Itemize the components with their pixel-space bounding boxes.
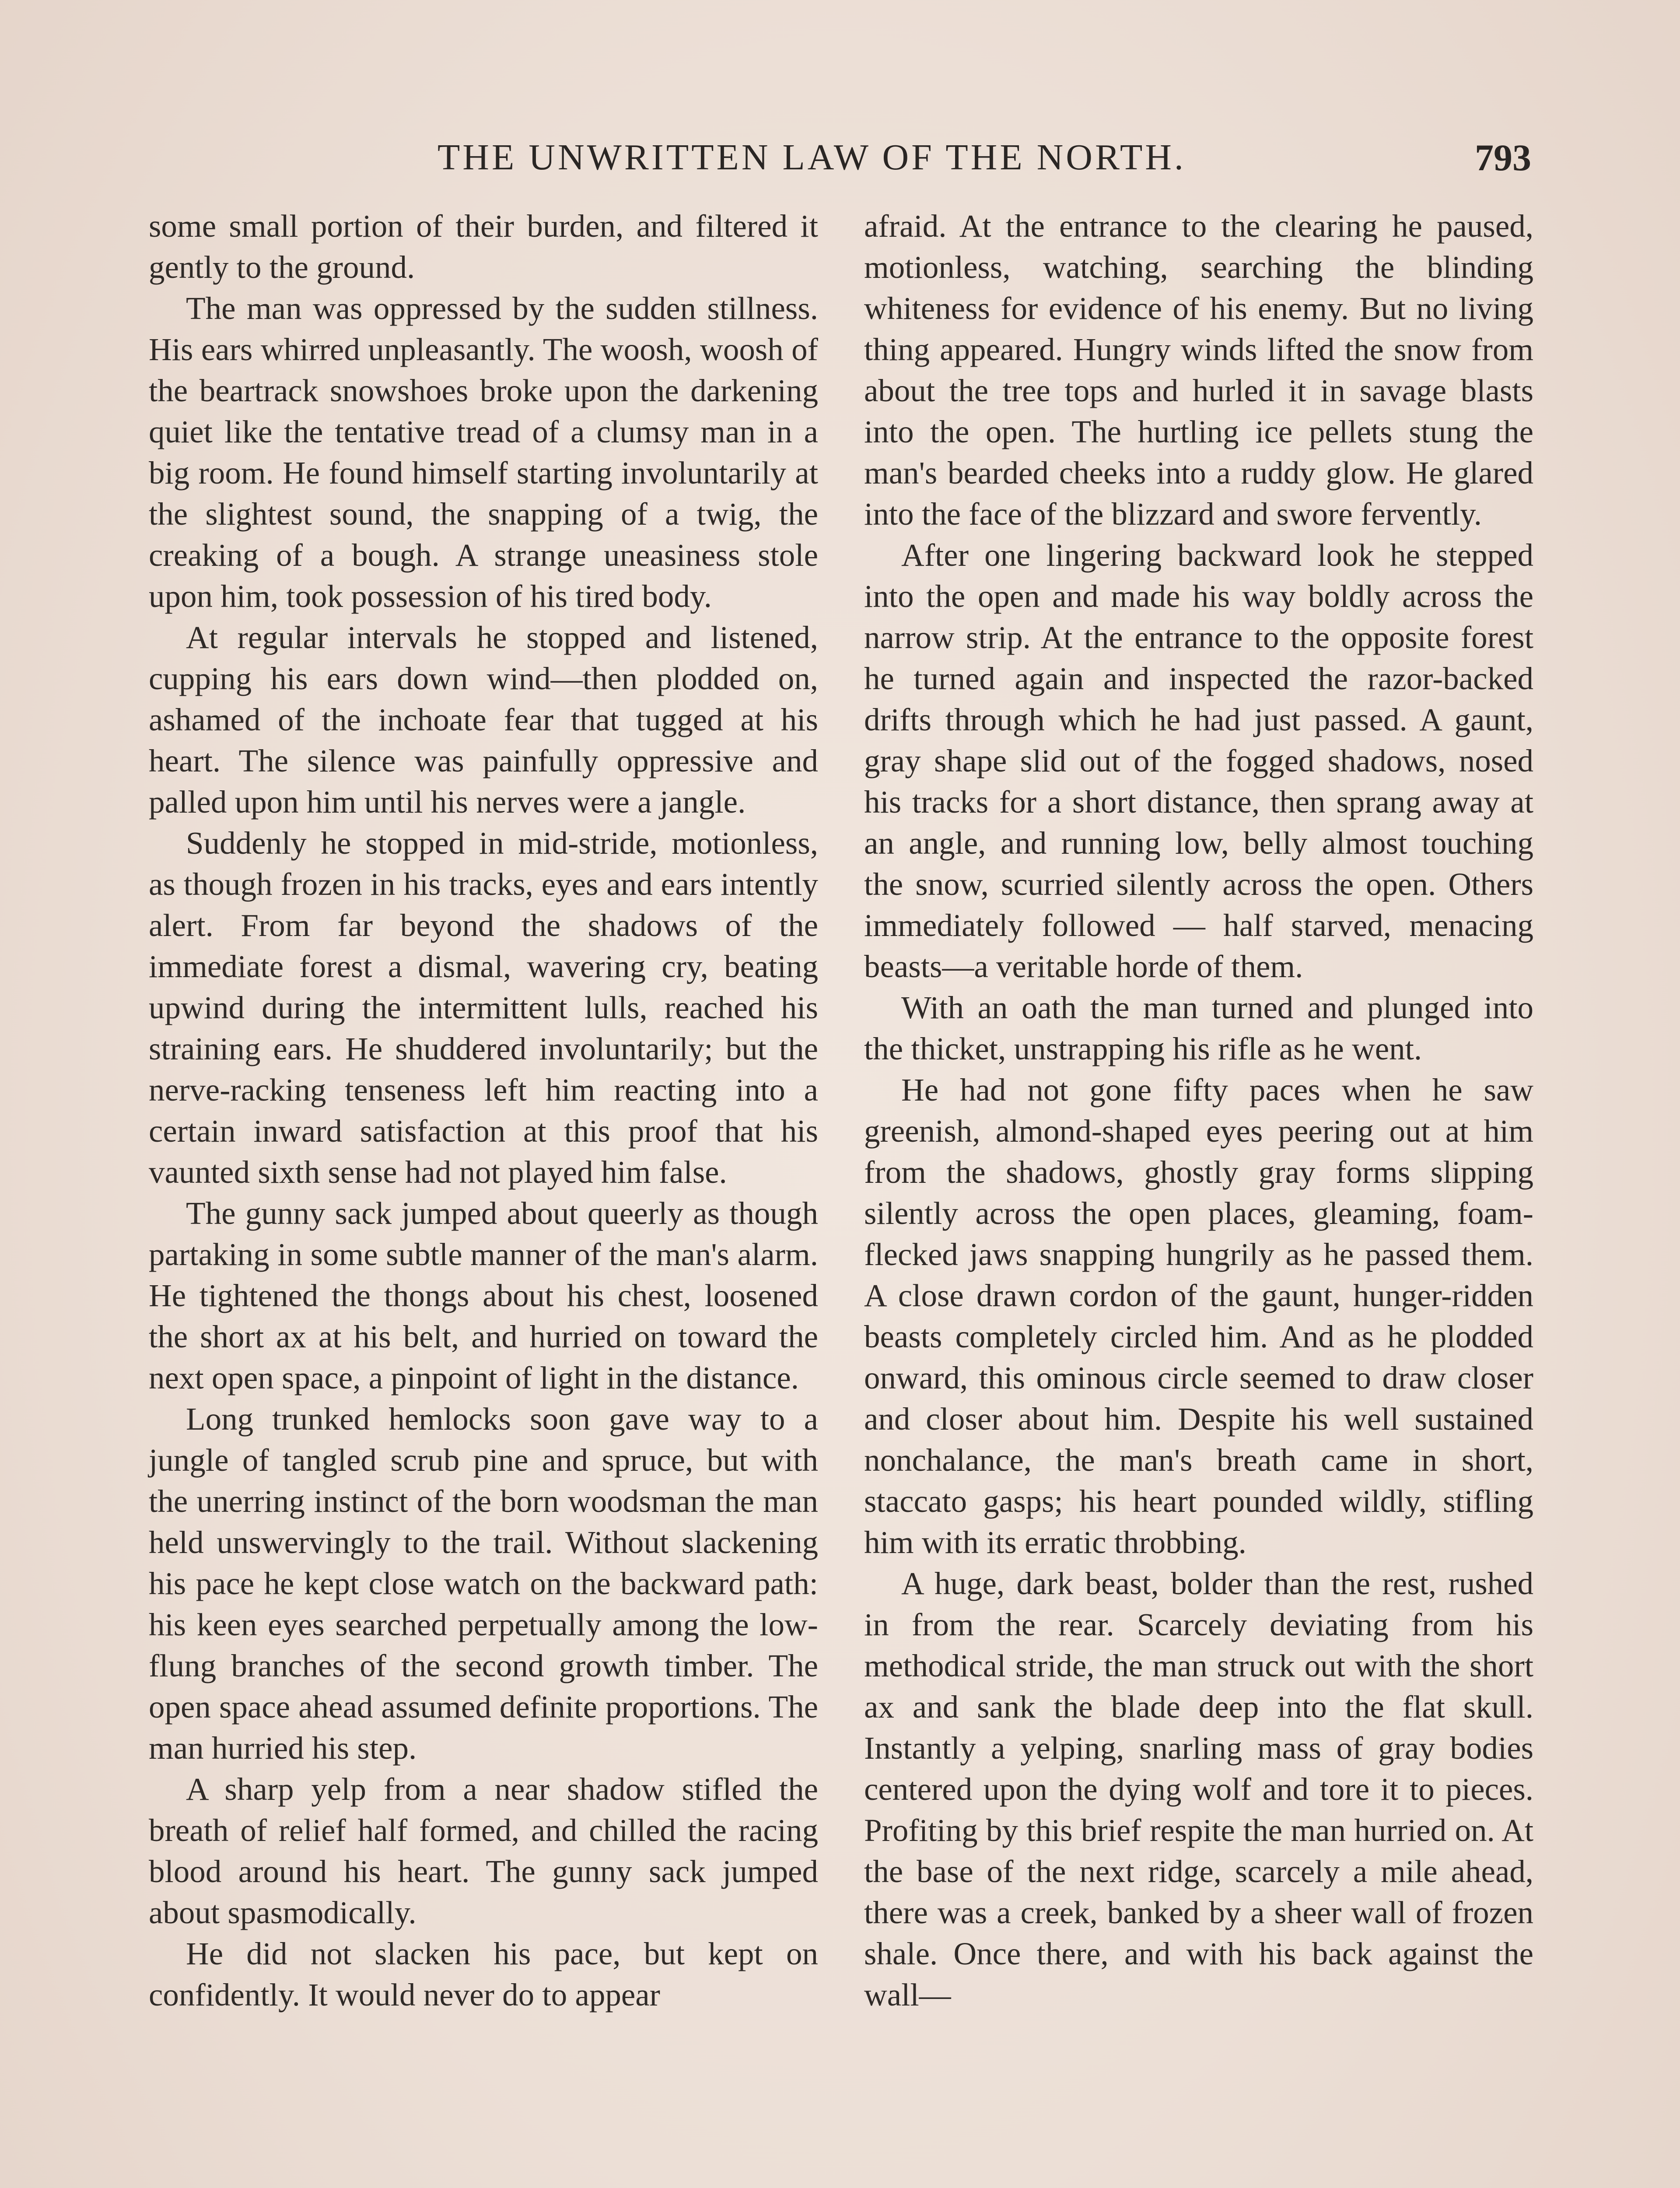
paragraph: After one lingering backward look he stepped into the open and made his way boldly across the narrow strip. At the entrance to the opposite forest he turned again and inspected the razor-backed drifts through which he had just passed. A gaunt, gray shape slid out of the fogged shadows, nosed his tracks for a short distance, then sprang away at an angle, and running low, belly almost touching the snow, scurried silently across the open. Others immediately followed — half starved, menacing beasts—a veritable horde of them.	[864, 537, 1533, 984]
right-text-column	[864, 206, 1533, 2016]
paragraph: The gunny sack jumped about queerly as though partaking in some subtle manner of the man's alarm. He tightened the thongs about his chest, loosened the short ax at his belt, and hurried on toward the next open space, a pinpoint of light in the distance.	[149, 1196, 818, 1396]
paragraph: Suddenly he stopped in mid-stride, motionless, as though frozen in his tracks, eyes and ears intently alert. From far beyond the shadows of the immediate forest a dismal, wavering cry, beating upwind during the intermittent lulls, reached his straining ears. He shuddered involuntarily; but the nerve-racking tenseness left him reacting into a certain inward satisfaction at this proof that his vaunted sixth sense had not played him false.	[149, 825, 818, 1190]
page-number: 793	[1475, 137, 1531, 179]
paragraph: At regular intervals he stopped and listened, cupping his ears down wind—then plodded on, ashamed of the inchoate fear that tugged at his heart. The silence was painfully oppressive and palled upon him until his nerves were a jangle.	[149, 620, 818, 820]
paragraph: A huge, dark beast, bolder than the rest, rushed in from the rear. Scarcely deviating from his methodical stride, the man struck out with the short ax and sank the blade deep into the flat skull. Instantly a yelping, snarling mass of gray bodies centered upon the dying wolf and tore it to pieces. Profiting by this brief respite the man hurried on. At the base of the next ridge, scarcely a mile ahead, there was a creek, banked by a sheer wall of frozen shale. Once there, and with his back against the wall—	[864, 1566, 1533, 2013]
paragraph: He did not slacken his pace, but kept on confidently. It would never do to appear	[149, 1936, 818, 2013]
paragraph: He had not gone fifty paces when he saw greenish, almond-shaped eyes peering out at him from the shadows, ghostly gray forms slipping silently across the open places, gleaming, foam-flecked jaws snapping hungrily as he passed them. A close drawn cordon of the gaunt, hunger-ridden beasts completely circled him. And as he plodded onward, this ominous circle seemed to draw closer and closer about him. Despite his well sustained nonchalance, the man's breath came in short, staccato gasps; his heart pounded wildly, stifling him with its erratic throbbing.	[864, 1072, 1533, 1560]
paragraph: The man was oppressed by the sudden stillness. His ears whirred unpleasantly. The woosh, woosh of the beartrack snowshoes broke upon the darkening quiet like the tentative tread of a clumsy man in a big room. He found himself starting involuntarily at the slightest sound, the snapping of a twig, the creaking of a bough. A strange uneasiness stole upon him, took possession of his tired body.	[149, 291, 818, 614]
left-text-column	[149, 206, 818, 2016]
paragraph: afraid. At the entrance to the clearing he paused, motionless, watching, searching the blinding whiteness for evidence of his enemy. But no living thing appeared. Hungry winds lifted the snow from about the tree tops and hurled it in savage blasts into the open. The hurtling ice pellets stung the man's bearded cheeks into a ruddy glow. He glared into the face of the blizzard and swore fervently.	[864, 208, 1533, 532]
paragraph: A sharp yelp from a near shadow stifled the breath of relief half formed, and chilled the racing blood around his heart. The gunny sack jumped about spasmodically.	[149, 1771, 818, 1930]
paragraph: Long trunked hemlocks soon gave way to a jungle of tangled scrub pine and spruce, but with the unerring instinct of the born woodsman the man held unswervingly to the trail. Without slackening his pace he kept close watch on the backward path: his keen eyes searched perpetually among the low-flung branches of the second growth timber. The open space ahead assumed definite proportions. The man hurried his step.	[149, 1401, 818, 1766]
paragraph: some small portion of their burden, and filtered it gently to the ground.	[149, 208, 818, 285]
page-header	[144, 131, 1544, 184]
running-title: THE UNWRITTEN LAW OF THE NORTH.	[438, 137, 1186, 178]
paragraph: With an oath the man turned and plunged into the thicket, unstrapping his rifle as he went.	[864, 990, 1533, 1066]
